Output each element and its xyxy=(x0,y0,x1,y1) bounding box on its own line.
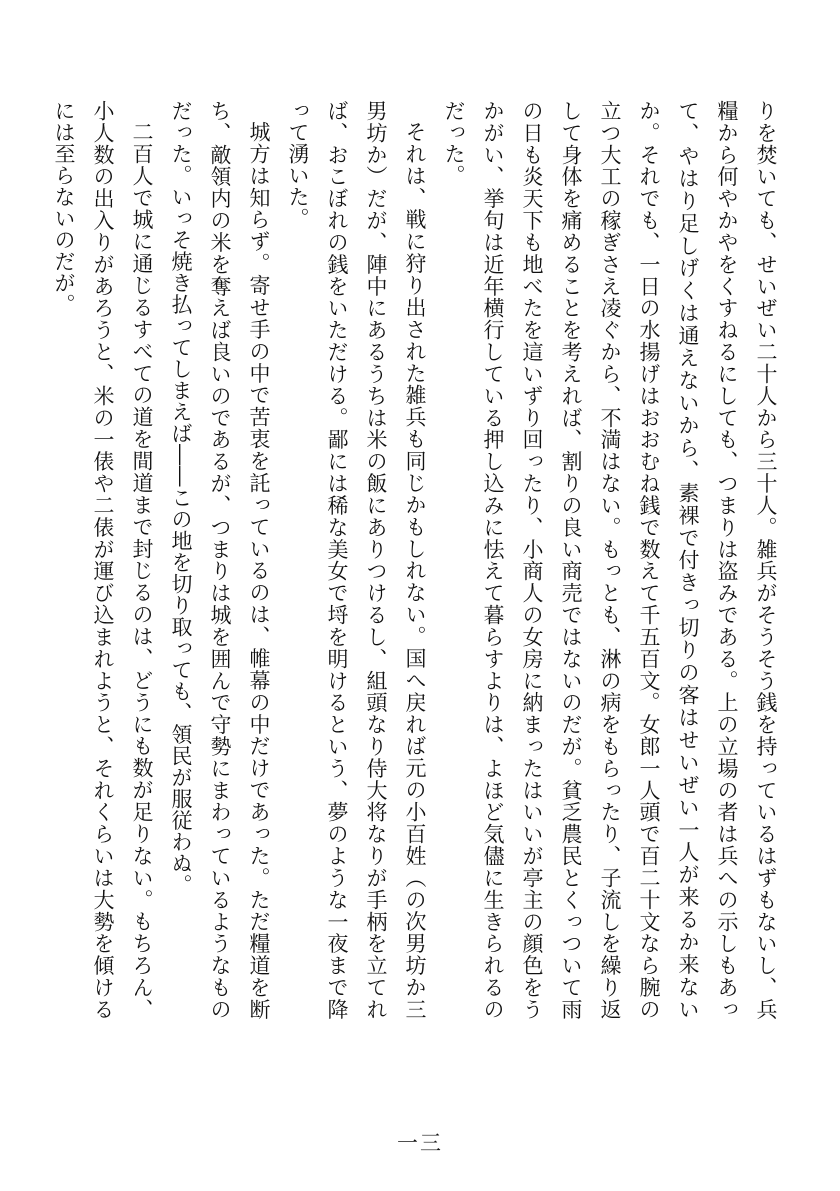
paragraph-1: りを焚いても、せいぜい二十人から三十人。雑兵がそうそう銭を持っているはずもないし、兵糧から何やかやをくすねるにしても、つまりは盗みである。上の立場の者は兵への示しもあって、やはり足しげくは通えないから、素裸で付きっ切りの客はせいぜい一人が来るか来ないか。それでも、一日の水揚げはおおむね銭で数えて千五百文。女郎一人頭で百二十文なら腕の立つ大工の稼ぎさえ凌ぐから、不満はない。もっとも、淋の病をもらったり、子流しを繰り返して身体を痛めることを考えれば、割りの良い商売ではないのだが。貧乏農民とくっついて雨の日も炎天下も地べたを這いずり回ったり、小商人の女房に納まったはいいが亭主の顔色をうかがい、挙句は近年横行している押し込みに怯えて暮らすよりは、よほど気儘に生きられるのだった。 xyxy=(442,100,778,1020)
body-text xyxy=(52,100,785,1020)
paragraph-3: 城方は知らず。寄せ手の中で苦衷を託っているのは、帷幕の中だけであった。ただ糧道を断ち、敵領内の米を奪えば良いのであるが、つまりは城を囲んで守勢にまわっているようなものだった。いっそ焼き払ってしまえば――この地を切り取っても、領民が服従わぬ。 xyxy=(169,100,271,1020)
page-number: 一三 xyxy=(397,1131,443,1155)
paragraph-2: それは、戦に狩り出された雑兵も同じかもしれない。国へ戻れば元の小百姓（の次男坊か三男坊か）だが、陣中にあるうちは米の飯にありつけるし、組頭なり侍大将なりが手柄を立てれば、おこぼれの銭をいただける。鄙には稀な美女で埒を明けるという、夢のような一夜まで降って湧いた。 xyxy=(286,100,427,1020)
paragraph-4: 二百人で城に通じるすべての道を間道まで封じるのは、どうにも数が足りない。もちろん、小人数の出入りがあろうと、米の一俵や二俵が運び込まれようと、それくらいは大勢を傾けるには至らないのだが。 xyxy=(52,100,154,1020)
